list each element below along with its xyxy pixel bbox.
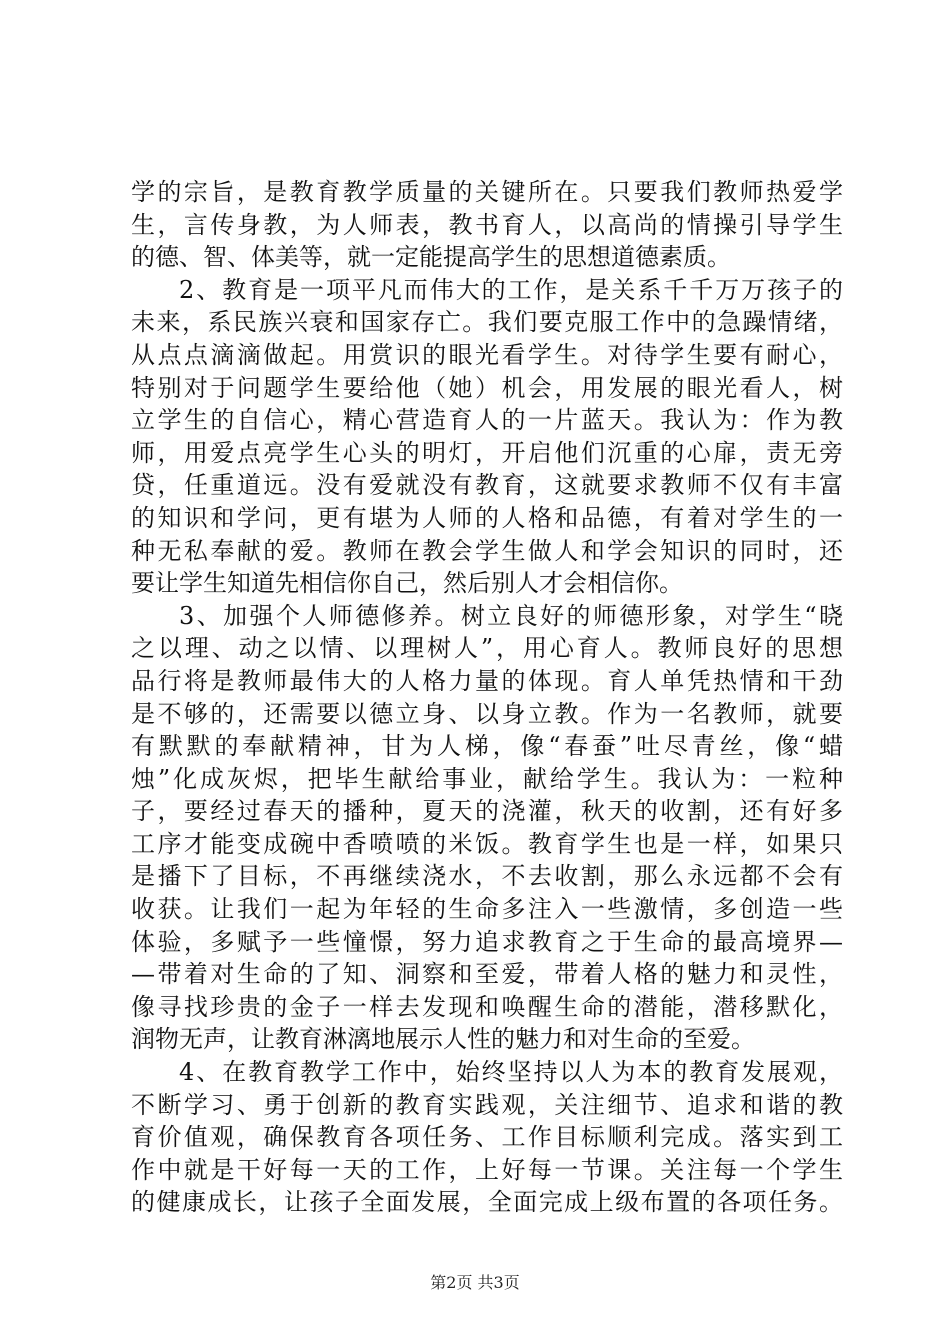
- text-line: 之以理、动之以情、以理树人”，用心育人。教师良好的思想: [131, 634, 843, 663]
- text-line: 种无私奉献的爱。教师在教会学生做人和学会知识的同时，还: [131, 536, 843, 565]
- text-line: 4、在教育教学工作中，始终坚持以人为本的教育发展观，: [179, 1058, 843, 1087]
- text-line: 的知识和学问，更有堪为人师的人格和品德，有着对学生的一: [131, 503, 843, 532]
- text-line: 育价值观，确保教育各项任务、工作目标顺利完成。落实到工: [131, 1123, 843, 1152]
- text-line: 品行将是教师最伟大的人格力量的体现。育人单凭热情和干劲: [131, 666, 843, 695]
- text-line: 3、加强个人师德修养。树立良好的师德形象，对学生“晓: [179, 601, 843, 630]
- text-line: 作中就是干好每一天的工作，上好每一节课。关注每一个学生: [131, 1155, 843, 1184]
- text-line: 子，要经过春天的播种，夏天的浇灌，秋天的收割，还有好多: [131, 797, 843, 826]
- text-line: 立学生的自信心，精心营造育人的一片蓝天。我认为：作为教: [131, 406, 843, 435]
- text-line: 烛”化成灰烬，把毕生献给事业，献给学生。我认为：一粒种: [131, 764, 843, 793]
- text-line: 生，言传身教，为人师表，教书育人，以高尚的情操引导学生: [131, 210, 843, 239]
- text-line: 未来，系民族兴衰和国家存亡。我们要克服工作中的急躁情绪，: [131, 308, 843, 337]
- text-line: 是不够的，还需要以德立身、以身立教。作为一名教师，就要: [131, 699, 843, 728]
- text-line: 收获。让我们一起为年轻的生命多注入一些激情，多创造一些: [131, 895, 843, 924]
- text-line: 的健康成长，让孩子全面发展，全面完成上级布置的各项任务。: [131, 1188, 843, 1217]
- page-footer: 第2页 共3页: [430, 1273, 520, 1292]
- text-line: 不断学习、勇于创新的教育实践观，关注细节、追求和谐的教: [131, 1090, 843, 1119]
- text-line: 学的宗旨，是教育教学质量的关键所在。只要我们教师热爱学: [131, 178, 843, 206]
- text-line: 是播下了目标，不再继续浇水，不去收割，那么永远都不会有: [131, 862, 843, 891]
- text-line: —带着对生命的了知、洞察和至爱，带着人格的魅力和灵性，: [131, 960, 843, 989]
- text-line: 2、教育是一项平凡而伟大的工作，是关系千千万万孩子的: [179, 275, 843, 304]
- text-line: 的德、智、体美等，就一定能提高学生的思想道德素质。: [131, 243, 731, 272]
- text-line: 有默默的奉献精神，甘为人梯，像“春蚕”吐尽青丝，像“蜡: [131, 732, 843, 761]
- text-line: 要让学生知道先相信你自己，然后别人才会相信你。: [131, 569, 683, 598]
- text-line: 工序才能变成碗中香喷喷的米饭。教育学生也是一样，如果只: [131, 829, 843, 858]
- text-line: 体验，多赋予一些憧憬，努力追求教育之于生命的最高境界—: [131, 927, 843, 956]
- text-line: 像寻找珍贵的金子一样去发现和唤醒生命的潜能，潜移默化，: [131, 992, 843, 1021]
- text-line: 师，用爱点亮学生心头的明灯，开启他们沉重的心扉，责无旁: [131, 438, 843, 467]
- text-line: 润物无声，让教育淋漓地展示人性的魅力和对生命的至爱。: [131, 1025, 755, 1054]
- text-line: 贷，任重道远。没有爱就没有教育，这就要求教师不仅有丰富: [131, 471, 843, 500]
- text-line: 从点点滴滴做起。用赏识的眼光看学生。对待学生要有耐心，: [131, 340, 843, 369]
- document-body: [131, 176, 843, 1219]
- text-line: 特别对于问题学生要给他（她）机会，用发展的眼光看人，树: [131, 373, 843, 402]
